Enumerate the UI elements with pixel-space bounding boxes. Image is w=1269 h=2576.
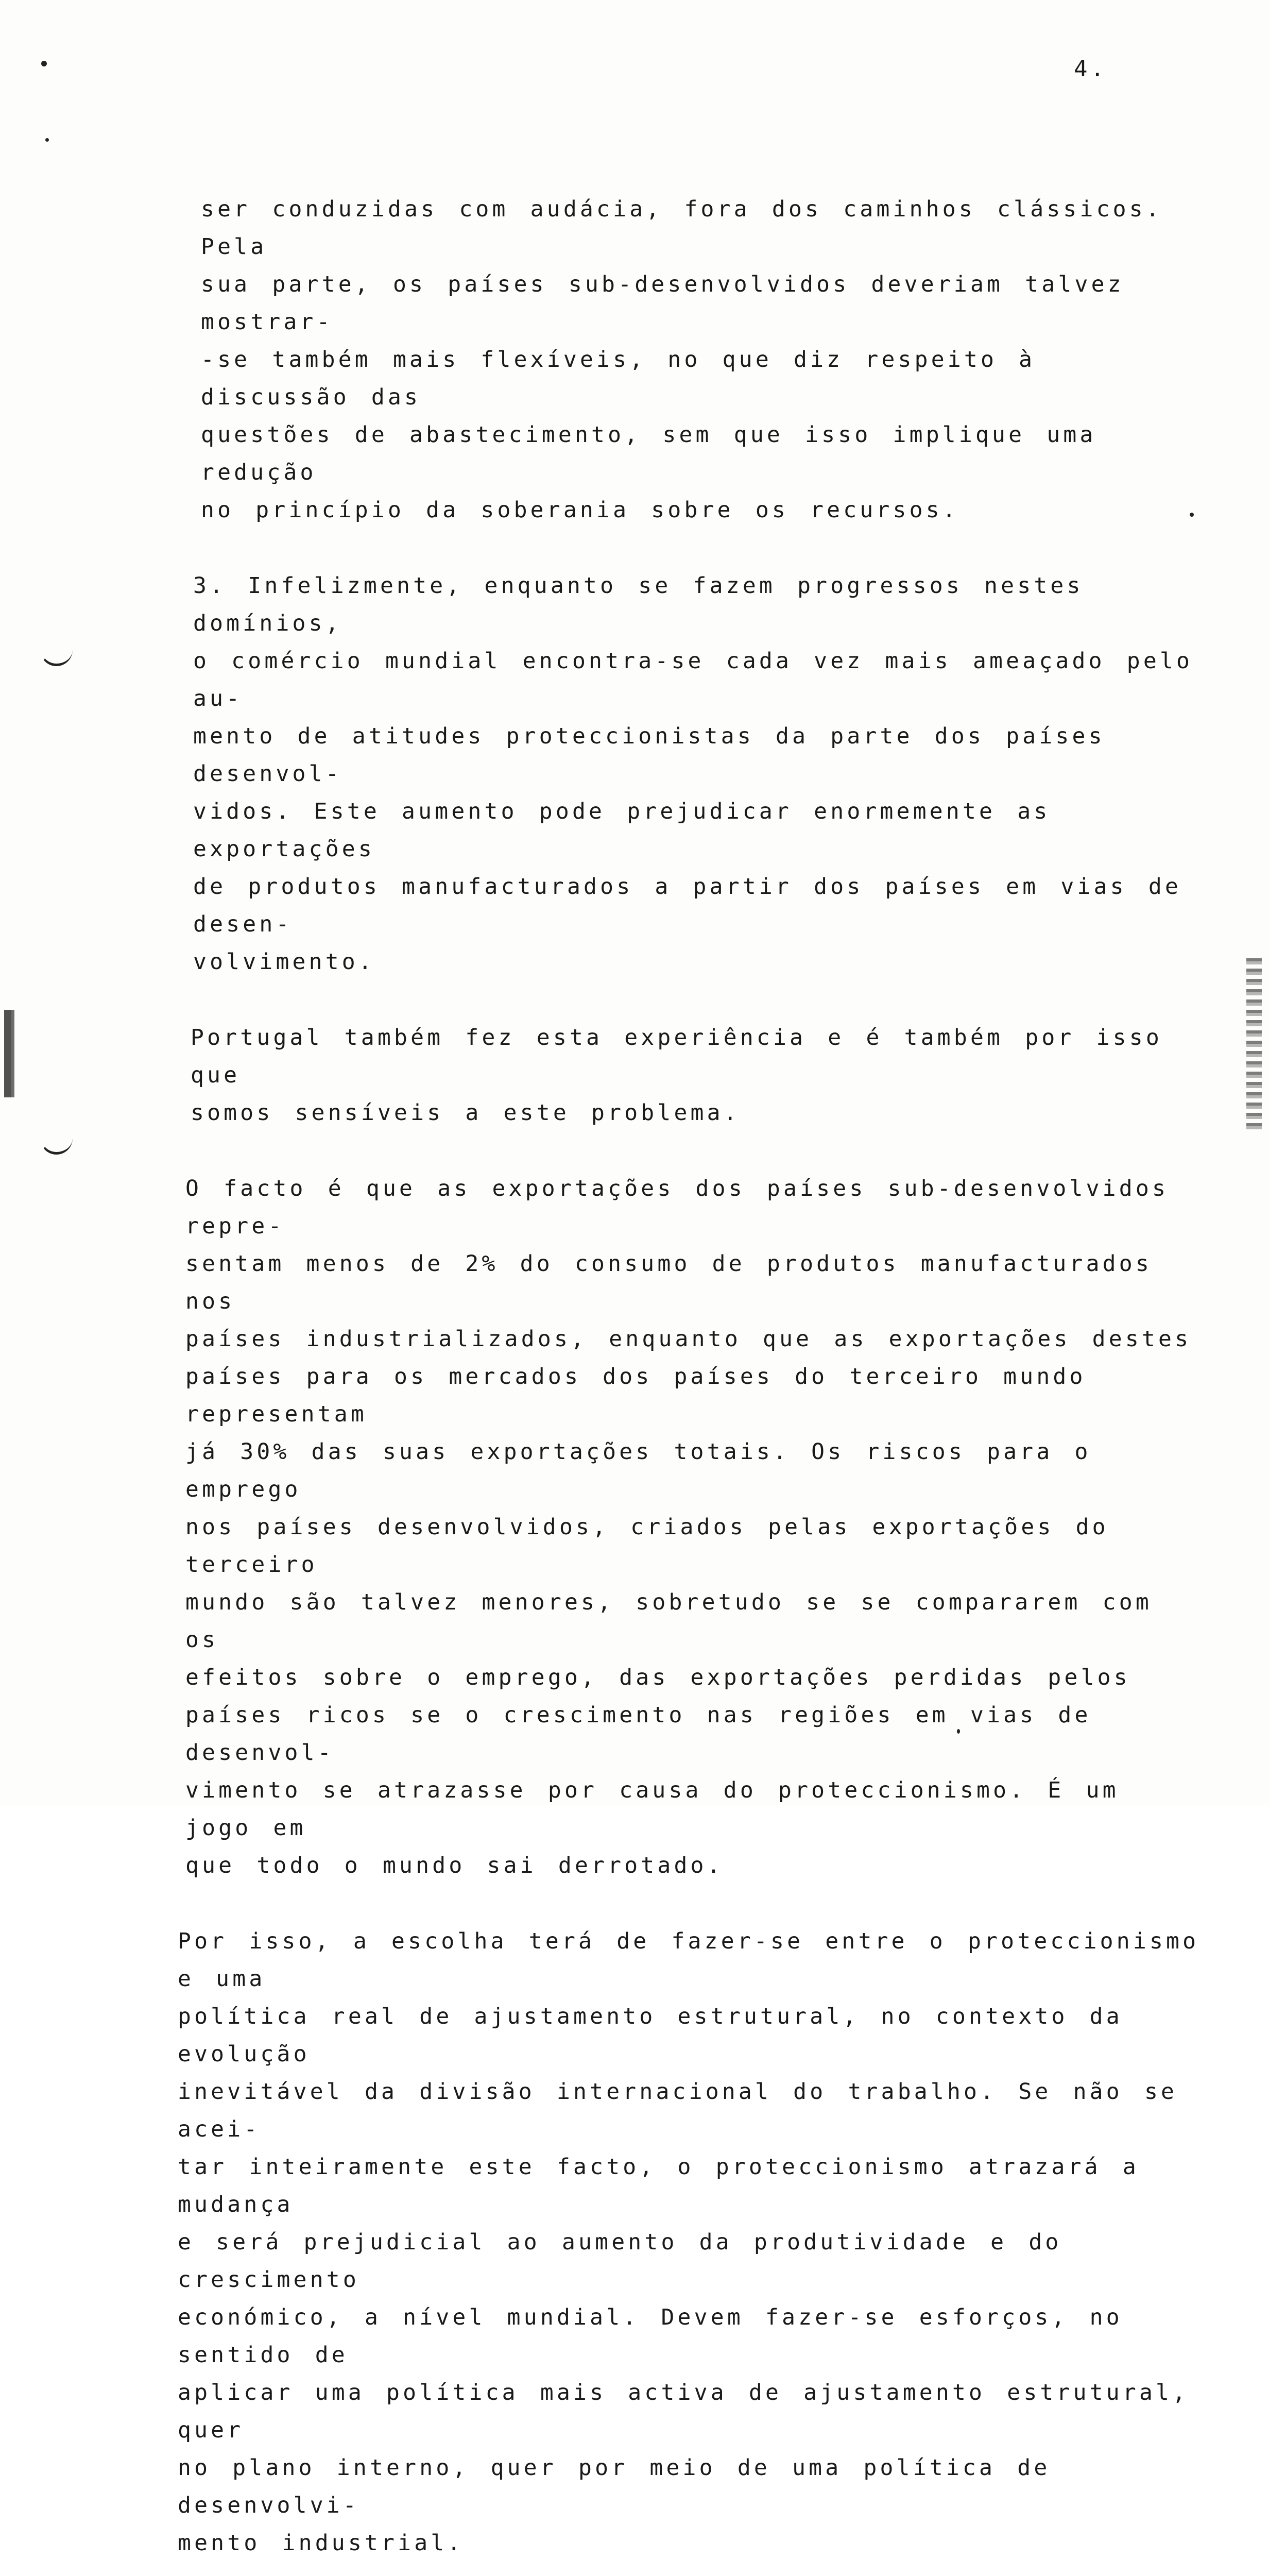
punch-dot-mark [41, 61, 47, 66]
paragraph: Portugal também fez esta experiência e é também por isso que somos sensíveis a este problema. [191, 1025, 1162, 1126]
document-body [175, 191, 1200, 2576]
punch-dot-mark [45, 138, 49, 142]
paragraph: ser conduzidas com audácia, fora dos caminhos clássicos. Pela sua parte, os países sub-desenvolvidos deveriam talvez mostrar- -se também mais flexíveis, no que diz respeito à discussão das questões de abastecimento, sem que isso implique uma redução no princípio da soberania sobre os recursos. [201, 196, 1162, 523]
binder-hole-mark [40, 643, 73, 666]
binder-hole-mark [40, 1131, 73, 1155]
scan-edge-artifact [4, 1010, 25, 1097]
paragraph: 3. Infelizmente, enquanto se fazem progressos nestes domínios, o comércio mundial encontra-se cada vez mais ameaçado pelo au- mento de atitudes proteccionistas da parte dos países desenvol- vidos. Este aumento pode prejudicar enormemente as exportações de produtos manufacturados a partir dos países em vias de desen- volvimento. [193, 573, 1193, 975]
paragraph: Por isso, a escolha terá de fazer-se entre o proteccionismo e uma política real de ajustamento estrutural, no contexto da evolução inevitável da divisão internacional do trabalho. Se não se acei- tar inteiramente este facto, o proteccionismo atrazará a mudança e será prejudicial ao aumento da produtividade e do crescimento económico, a nível mundial. Devem fazer-se esforços, no sentido de aplicar uma política mais activa de ajustamento estrutural, quer no plano interno, quer por meio de uma política de desenvolvi- mento industrial. [178, 1928, 1199, 2556]
paragraph: O facto é que as exportações dos países sub-desenvolvidos repre- sentam menos de 2% do consumo de produtos manufacturados nos países industrializados, enquanto que as exportações destes países para os mercados dos países do terceiro mundo representam já 30% das suas exportações totais. Os riscos para o emprego nos países desenvolvidos, criados pelas exportações do terceiro mundo são talvez menores, sobretudo se se compararem com os efeitos sobre o emprego, das exportações perdidas pelos países ricos se o crescimento nas regiões em vias de desenvol- vimento se atrazasse por causa do proteccionismo. É um jogo em que todo o mundo sai derrotado. [185, 1176, 1192, 1878]
scan-edge-artifact [1246, 958, 1262, 1133]
page-number: 4. [1074, 56, 1107, 82]
